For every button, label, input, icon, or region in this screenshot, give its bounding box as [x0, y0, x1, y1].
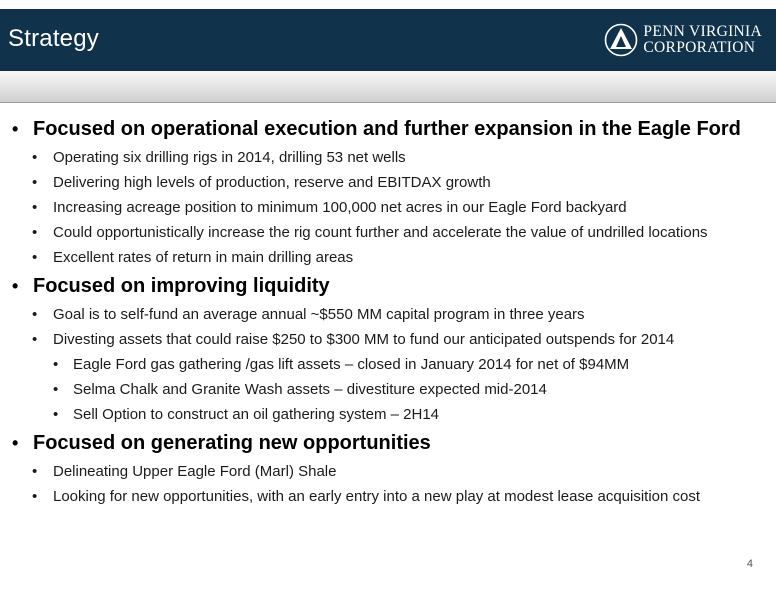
- section-heading-text: Focused on operational execution and further expansion in the Eagle Ford: [33, 118, 741, 140]
- list-item: [0, 302, 776, 327]
- sub-list-item-text: Selma Chalk and Granite Wash assets – divestiture expected mid-2014: [73, 381, 547, 398]
- list-item-text: Increasing acreage position to minimum 100,000 net acres in our Eagle Ford backyard: [53, 199, 627, 216]
- bullet-icon: •: [32, 463, 38, 480]
- header-divider: [0, 102, 776, 103]
- section-heading: [0, 427, 776, 459]
- list-item-text: Delineating Upper Eagle Ford (Marl) Shale: [53, 463, 337, 480]
- header-gradient-band: [0, 71, 776, 102]
- sub-list-item-text: Eagle Ford gas gathering /gas lift assets – closed in January 2014 for net of $94MM: [73, 356, 630, 373]
- section-heading-text: Focused on generating new opportunities: [33, 432, 431, 454]
- section-heading-text: Focused on improving liquidity: [33, 275, 330, 297]
- bullet-icon: •: [53, 356, 59, 373]
- triangle-circle-logo-icon: [604, 23, 638, 57]
- slide-header: [0, 9, 776, 71]
- list-item-text: Operating six drilling rigs in 2014, drilling 53 net wells: [53, 149, 406, 166]
- bullet-icon: •: [12, 119, 19, 139]
- logo-line-1: PENN VIRGINIA: [643, 23, 762, 40]
- list-item-text: Could opportunistically increase the rig count further and accelerate the value of undrilled locations: [53, 224, 708, 241]
- list-item: [0, 145, 776, 170]
- bullet-icon: •: [32, 174, 38, 191]
- section-heading: [0, 113, 776, 145]
- list-item-text: Excellent rates of return in main drilling areas: [53, 249, 354, 266]
- bullet-icon: •: [32, 488, 38, 505]
- bullet-icon: •: [53, 381, 59, 398]
- list-item-text: Delivering high levels of production, reserve and EBITDAX growth: [53, 174, 491, 191]
- bullet-icon: •: [32, 199, 38, 216]
- bullet-icon: •: [53, 406, 59, 423]
- bullet-icon: •: [12, 276, 19, 296]
- logo-text: [643, 24, 762, 56]
- slide-title: Strategy: [8, 25, 99, 52]
- sub-list-item: [0, 402, 776, 427]
- list-item: [0, 170, 776, 195]
- bullet-icon: •: [32, 306, 38, 323]
- sub-list-item: [0, 352, 776, 377]
- bullet-icon: •: [32, 149, 38, 166]
- slide-content: [0, 113, 776, 509]
- list-item-text: Looking for new opportunities, with an early entry into a new play at modest lease acquisition cost: [53, 488, 701, 505]
- bullet-icon: •: [12, 433, 19, 453]
- section-heading: [0, 270, 776, 302]
- page-number: 4: [746, 558, 753, 570]
- list-item-text: Goal is to self-fund an average annual ~$550 MM capital program in three years: [53, 306, 585, 323]
- sub-list-item: [0, 377, 776, 402]
- sub-list-item-text: Sell Option to construct an oil gathering system – 2H14: [73, 406, 440, 423]
- list-item: [0, 245, 776, 270]
- bullet-icon: •: [32, 249, 38, 266]
- logo-line-2: CORPORATION: [643, 39, 756, 56]
- company-logo: [604, 20, 762, 60]
- list-item: [0, 195, 776, 220]
- bullet-icon: •: [32, 224, 38, 241]
- list-item: [0, 484, 776, 509]
- list-item-text: Divesting assets that could raise $250 to $300 MM to fund our anticipated outspends for 2014: [53, 331, 675, 348]
- bullet-icon: •: [32, 331, 38, 348]
- list-item: [0, 220, 776, 245]
- list-item: [0, 327, 776, 352]
- list-item: [0, 459, 776, 484]
